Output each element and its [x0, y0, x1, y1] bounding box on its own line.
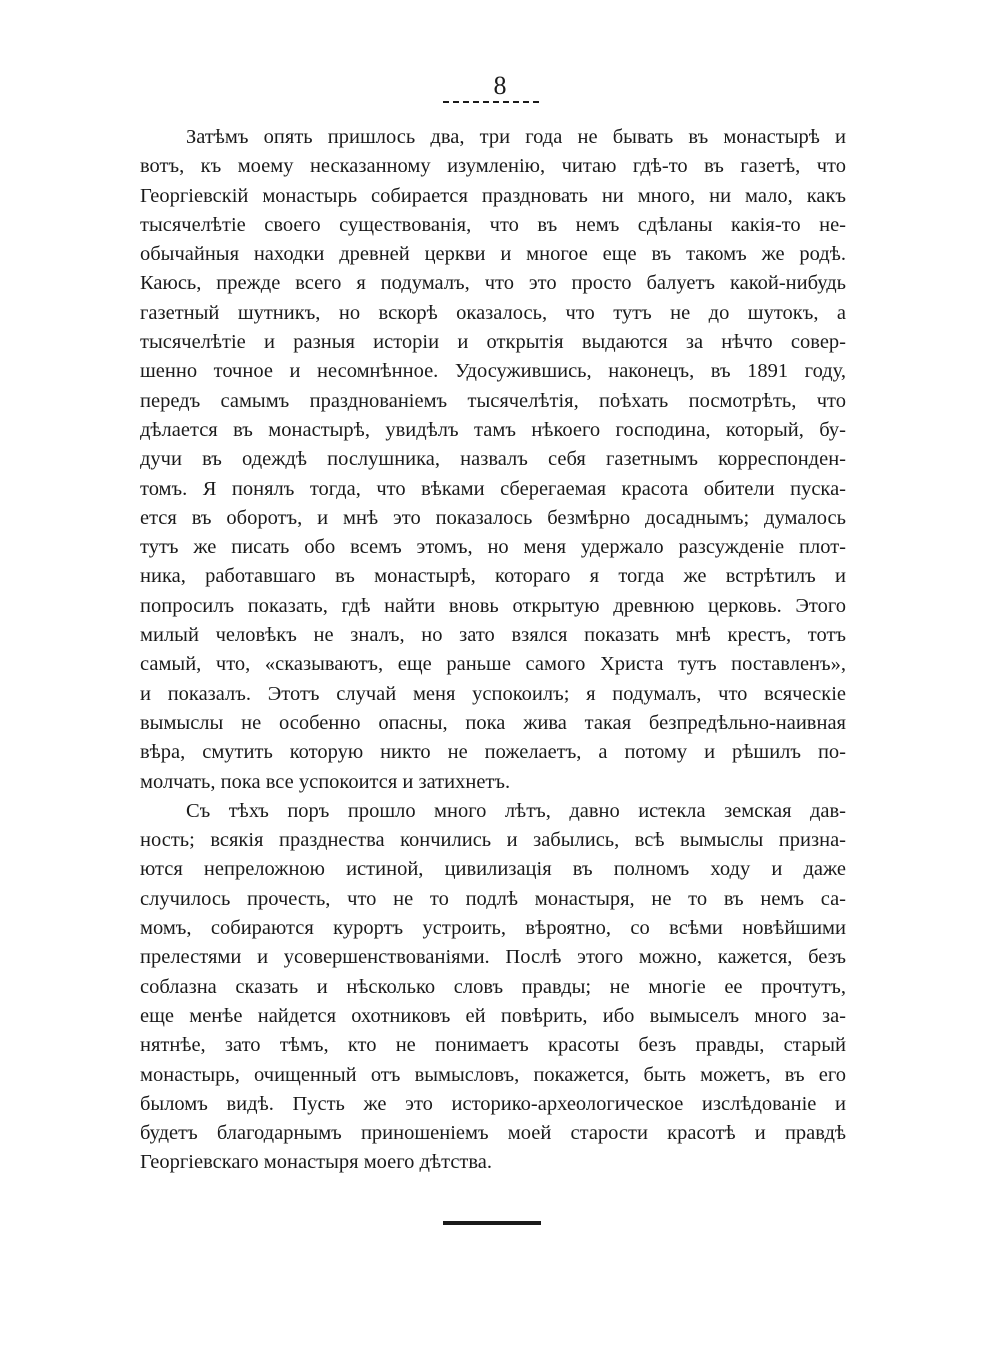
- text-line: ются непреложною истиной, цивилизація въ полномъ ходу и даже: [140, 858, 846, 881]
- paragraph-1: [140, 123, 846, 797]
- text-line: тутъ же писать обо всемъ этомъ, но меня удержало разсужденіе плот-: [140, 536, 846, 559]
- text-line: томъ. Я понялъ тогда, что вѣками сберегаемая красота обители пуска-: [140, 477, 846, 500]
- text-line: передъ самымъ празднованіемъ тысячелѣтія, поѣхать посмотрѣть, что: [140, 389, 846, 412]
- text-line: вотъ, къ моему несказанному изумленію, читаю гдѣ-то въ газетѣ, что: [140, 155, 846, 178]
- text-line: момъ, собираются курортъ устроить, вѣроятно, со всѣми новѣйшими: [140, 917, 846, 940]
- text-line: Георгіевскій монастырь собирается праздновать ни много, ни мало, какъ: [140, 184, 846, 207]
- text-line: дучи въ одеждѣ послушника, назвалъ себя газетнымъ корреспонден-: [140, 448, 846, 471]
- text-line: еще менѣе найдется охотниковъ ей повѣрить, ибо вымыселъ много за-: [140, 1004, 846, 1027]
- text-line: быломъ видѣ. Пусть же это историко-археологическое изслѣдованіе и: [140, 1092, 846, 1115]
- text-line: Георгіевскаго монастыря моего дѣтства.: [140, 1151, 493, 1174]
- text-line: дѣлается въ монастырѣ, увидѣлъ тамъ нѣкоего господина, который, бу-: [140, 418, 846, 441]
- text-line: ника, работавшаго въ монастырѣ, котораго я тогда же встрѣтилъ и: [140, 565, 846, 588]
- text-line: будетъ благодарнымъ приношеніемъ моей старости красотѣ и правдѣ: [140, 1122, 846, 1145]
- text-line: шенно точное и несомнѣнное. Удосужившись, наконецъ, въ 1891 году,: [140, 360, 846, 383]
- text-line: молчать, пока все успокоится и затихнетъ.: [140, 770, 511, 793]
- text-line: случилось прочесть, что не то подлѣ монастыря, не то въ немъ са-: [140, 887, 846, 910]
- paragraph-2: [140, 797, 846, 1178]
- text-line: вѣра, смутить которую никто не пожелаетъ, а потому и рѣшилъ по-: [140, 741, 846, 764]
- text-line: самый, что, «сказываютъ, еще раньше самого Христа тутъ поставленъ»,: [140, 653, 846, 676]
- text-line: тысячелѣтіе своего существованія, что въ немъ сдѣланы какія-то не-: [140, 213, 846, 236]
- text-line: нятнѣе, зато тѣмъ, кто не понимаетъ красоты безъ правды, старый: [140, 1034, 846, 1057]
- text-line: попросилъ показать, гдѣ найти вновь открытую древнюю церковь. Этого: [140, 594, 846, 617]
- text-line: прелестями и усовершенствованіями. Послѣ этого можно, кажется, безъ: [140, 946, 846, 969]
- text-line: милый человѣкъ не зналъ, но зато взялся показать мнѣ крестъ, тотъ: [140, 624, 846, 647]
- text-line: обычайныя находки древней церкви и многое еще въ такомъ же родѣ.: [140, 243, 846, 266]
- text-line: ность; всякія празднества кончились и забылись, всѣ вымыслы призна-: [140, 829, 846, 852]
- page-number: 8: [493, 71, 507, 100]
- footer-rule: [443, 1221, 541, 1225]
- text-line: Каюсь, прежде всего я подумалъ, что это просто балуетъ какой-нибудь: [140, 272, 846, 295]
- text-line: ется въ оборотъ, и мнѣ это показалось безмѣрно досаднымъ; думалось: [140, 506, 846, 529]
- text-line: вымыслы не особенно опасны, пока жива такая безпредѣльно-наивная: [140, 711, 846, 734]
- text-line: Затѣмъ опять пришлось два, три года не бывать въ монастырѣ и: [186, 126, 846, 148]
- text-line: Съ тѣхъ поръ прошло много лѣтъ, давно истекла земская дав-: [186, 799, 846, 822]
- text-line: и показалъ. Этотъ случай меня успокоилъ; я подумалъ, что всяческіе: [140, 682, 846, 705]
- body-text: [140, 123, 846, 1178]
- header-rule: [443, 101, 539, 103]
- text-line: монастырь, очищенный отъ вымысловъ, покажется, быть можетъ, въ его: [140, 1063, 846, 1086]
- text-line: соблазна сказать и нѣсколько словъ правды; не многіе ее прочтутъ,: [140, 975, 846, 998]
- text-line: газетный шутникъ, но вскорѣ оказалось, что тутъ не до шутокъ, а: [140, 301, 846, 324]
- text-line: тысячелѣтіе и разныя исторіи и открытія выдаются за нѣчто совер-: [140, 331, 846, 354]
